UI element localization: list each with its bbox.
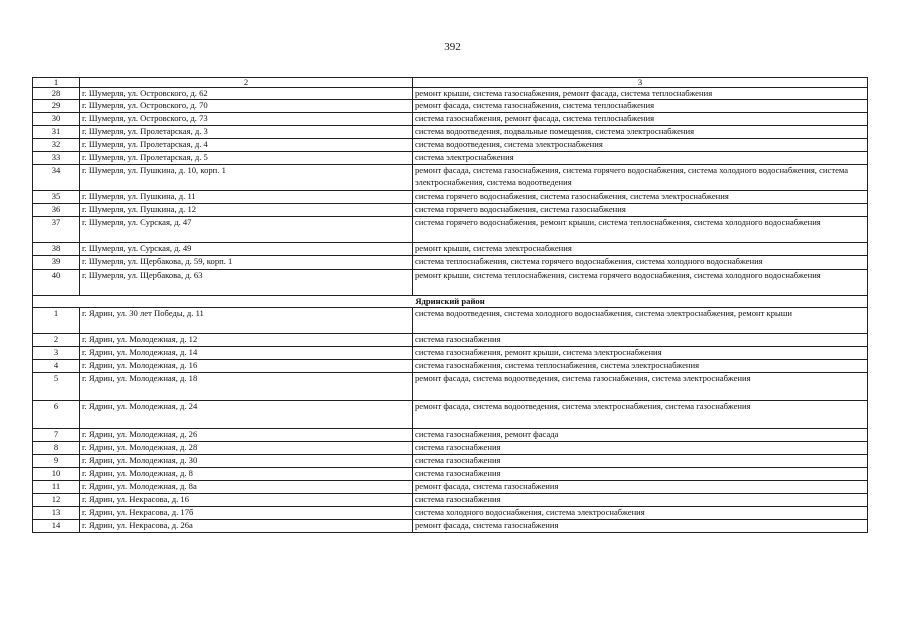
row-number-cell: 34 (33, 165, 80, 191)
section-title: Ядринский район (33, 295, 868, 307)
address-cell: г. Ядрин, ул. Молодежная, д. 30 (80, 454, 413, 467)
row-number-cell: 3 (33, 346, 80, 359)
works-cell: система газоснабжения, ремонт крыши, система электроснабжения (413, 346, 868, 359)
table-row (33, 307, 868, 333)
row-number-cell: 29 (33, 100, 80, 113)
works-cell: ремонт фасада, система водоотведения, система газоснабжения, система электроснабжения (413, 372, 868, 400)
table-row (33, 204, 868, 217)
address-cell: г. Ядрин, ул. Молодежная, д. 12 (80, 333, 413, 346)
address-cell: г. Ядрин, ул. Молодежная, д. 8 (80, 467, 413, 480)
table-row (33, 269, 868, 295)
address-cell: г. Шумерля, ул. Островского, д. 62 (80, 88, 413, 100)
row-number-cell: 1 (33, 307, 80, 333)
works-cell: система газоснабжения (413, 493, 868, 506)
table-row (33, 359, 868, 372)
row-number-cell: 33 (33, 152, 80, 165)
address-cell: г. Ядрин, ул. Некрасова, д. 26а (80, 519, 413, 532)
row-number-cell: 38 (33, 243, 80, 255)
table-row (33, 428, 868, 441)
address-cell: г. Шумерля, ул. Пролетарская, д. 5 (80, 152, 413, 165)
works-cell: ремонт крыши, система теплоснабжения, система горячего водоснабжения, система холодного водоснабжения (413, 269, 868, 295)
header-cell-address: 2 (80, 78, 413, 88)
works-cell: система теплоснабжения, система горячего водоснабжения, система холодного водоснабжения (413, 255, 868, 269)
table-row (33, 191, 868, 204)
address-cell: г. Шумерля, ул. Пушкина, д. 11 (80, 191, 413, 204)
address-cell: г. Ядрин, ул. Некрасова, д. 16 (80, 493, 413, 506)
table-row (33, 467, 868, 480)
table-row (33, 480, 868, 493)
section-header-row (33, 295, 868, 307)
works-cell: ремонт крыши, система электроснабжения (413, 243, 868, 255)
works-cell: система водоотведения, система холодного водоснабжения, система электроснабжения, ремонт крыши (413, 307, 868, 333)
row-number-cell: 30 (33, 113, 80, 126)
address-cell: г. Ядрин, ул. Молодежная, д. 16 (80, 359, 413, 372)
works-cell: ремонт фасада, система газоснабжения (413, 519, 868, 532)
table-row (33, 506, 868, 519)
address-cell: г. Шумерля, ул. Пролетарская, д. 4 (80, 139, 413, 152)
row-number-cell: 35 (33, 191, 80, 204)
works-cell: система водоотведения, система электроснабжения (413, 139, 868, 152)
table-row (33, 152, 868, 165)
works-cell: ремонт фасада, система газоснабжения (413, 480, 868, 493)
table-row (33, 88, 868, 100)
address-cell: г. Ядрин, ул. Некрасова, д. 17б (80, 506, 413, 519)
works-cell: система холодного водоснабжения, система электроснабжения (413, 506, 868, 519)
row-number-cell: 10 (33, 467, 80, 480)
address-cell: г. Шумерля, ул. Щербакова, д. 63 (80, 269, 413, 295)
row-number-cell: 4 (33, 359, 80, 372)
row-number-cell: 9 (33, 454, 80, 467)
address-cell: г. Ядрин, ул. 30 лет Победы, д. 11 (80, 307, 413, 333)
table-row (33, 255, 868, 269)
row-number-cell: 8 (33, 441, 80, 454)
address-cell: г. Ядрин, ул. Молодежная, д. 26 (80, 428, 413, 441)
works-cell: система водоотведения, подвальные помещения, система электроснабжения (413, 126, 868, 139)
table-row (33, 100, 868, 113)
table-row (33, 346, 868, 359)
header-cell-number: 1 (33, 78, 80, 88)
page-number: 392 (444, 41, 461, 53)
address-cell: г. Шумерля, ул. Сурская, д. 47 (80, 217, 413, 243)
row-number-cell: 37 (33, 217, 80, 243)
works-cell: система газоснабжения, система теплоснабжения, система электроснабжения (413, 359, 868, 372)
works-cell: ремонт фасада, система газоснабжения, система горячего водоснабжения, система холодного водоснабжения, система электроснабжения, система водоотведения (413, 165, 868, 191)
works-cell: система газоснабжения, ремонт фасада (413, 428, 868, 441)
address-cell: г. Шумерля, ул. Пушкина, д. 12 (80, 204, 413, 217)
row-number-cell: 32 (33, 139, 80, 152)
table-row (33, 519, 868, 532)
works-cell: система горячего водоснабжения, система газоснабжения, система электроснабжения (413, 191, 868, 204)
table-row (33, 493, 868, 506)
table-header-row (33, 78, 868, 88)
row-number-cell: 13 (33, 506, 80, 519)
table-row (33, 243, 868, 255)
works-cell: система горячего водоснабжения, ремонт крыши, система теплоснабжения, система холодного водоснабжения (413, 217, 868, 243)
row-number-cell: 2 (33, 333, 80, 346)
works-cell: система газоснабжения, ремонт фасада, система теплоснабжения (413, 113, 868, 126)
address-cell: г. Шумерля, ул. Сурская, д. 49 (80, 243, 413, 255)
works-cell: система газоснабжения (413, 333, 868, 346)
table-row (33, 454, 868, 467)
table-row (33, 400, 868, 428)
row-number-cell: 36 (33, 204, 80, 217)
works-cell: система электроснабжения (413, 152, 868, 165)
row-number-cell: 11 (33, 480, 80, 493)
address-cell: г. Ядрин, ул. Молодежная, д. 8а (80, 480, 413, 493)
table-row (33, 372, 868, 400)
table-row (33, 113, 868, 126)
address-cell: г. Ядрин, ул. Молодежная, д. 28 (80, 441, 413, 454)
row-number-cell: 14 (33, 519, 80, 532)
table-row (33, 217, 868, 243)
row-number-cell: 7 (33, 428, 80, 441)
address-cell: г. Шумерля, ул. Щербакова, д. 59, корп. 1 (80, 255, 413, 269)
works-cell: система газоснабжения (413, 467, 868, 480)
address-cell: г. Шумерля, ул. Островского, д. 70 (80, 100, 413, 113)
header-cell-works: 3 (413, 78, 868, 88)
address-cell: г. Ядрин, ул. Молодежная, д. 24 (80, 400, 413, 428)
table-row (33, 165, 868, 191)
works-cell: ремонт крыши, система газоснабжения, ремонт фасада, система теплоснабжения (413, 88, 868, 100)
table-row (33, 139, 868, 152)
row-number-cell: 39 (33, 255, 80, 269)
works-cell: ремонт фасада, система водоотведения, система электроснабжения, система газоснабжения (413, 400, 868, 428)
works-cell: система газоснабжения (413, 454, 868, 467)
row-number-cell: 40 (33, 269, 80, 295)
address-cell: г. Шумерля, ул. Пушкина, д. 10, корп. 1 (80, 165, 413, 191)
table-row (33, 441, 868, 454)
address-cell: г. Ядрин, ул. Молодежная, д. 18 (80, 372, 413, 400)
row-number-cell: 6 (33, 400, 80, 428)
works-cell: ремонт фасада, система газоснабжения, система теплоснабжения (413, 100, 868, 113)
table-row (33, 126, 868, 139)
repair-table (32, 77, 868, 533)
works-cell: система горячего водоснабжения, система газоснабжения (413, 204, 868, 217)
row-number-cell: 31 (33, 126, 80, 139)
row-number-cell: 28 (33, 88, 80, 100)
address-cell: г. Ядрин, ул. Молодежная, д. 14 (80, 346, 413, 359)
row-number-cell: 5 (33, 372, 80, 400)
table-row (33, 333, 868, 346)
address-cell: г. Шумерля, ул. Островского, д. 73 (80, 113, 413, 126)
row-number-cell: 12 (33, 493, 80, 506)
works-cell: система газоснабжения (413, 441, 868, 454)
address-cell: г. Шумерля, ул. Пролетарская, д. 3 (80, 126, 413, 139)
